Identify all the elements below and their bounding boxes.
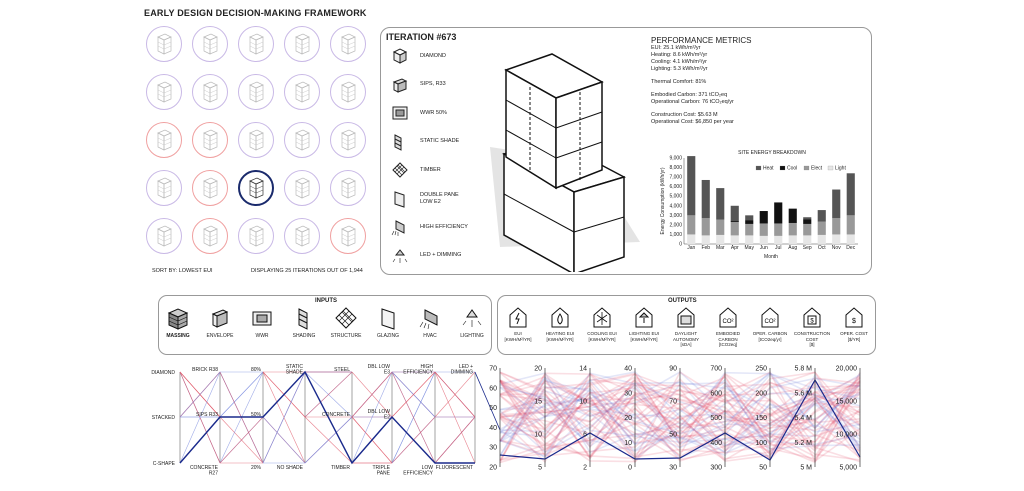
y-tick-label: 6,000 [669,184,682,191]
input-wwr[interactable] [242,305,282,339]
bar-light [716,235,724,244]
output-axis-tick: 20 [489,464,497,472]
output-item[interactable] [498,305,538,342]
output-axis-tick: 20,000 [835,365,857,373]
iteration-thumbnail[interactable] [284,122,320,158]
x-tick-label: Aug [788,245,798,251]
x-axis-label: Month [764,254,778,260]
output-axis-tick: 5.8 M [794,365,812,373]
output-axis-tick: 250 [755,365,767,373]
output-axis-tick: 500 [710,415,722,422]
iteration-thumbnail[interactable] [146,26,182,62]
pc-line [435,417,475,463]
y-tick-label: 0 [679,241,682,248]
x-tick-label: Jun [759,245,768,251]
output-unit: [KWH/M²/YR] [546,336,574,342]
site-energy-chart [650,146,865,266]
bar-elect [702,218,710,235]
window-icon [390,103,410,123]
input-structure[interactable] [326,305,366,339]
hvac-icon [417,305,443,331]
shading-icon [291,305,317,331]
output-axis-tick: 14 [579,365,587,373]
x-tick-label: Jan [687,245,696,251]
eui-icon [507,305,529,329]
iteration-thumbnail[interactable] [330,74,366,110]
input-axis-label: HIGH EFFICIENCY [403,364,433,376]
lighting-eui-icon [633,305,655,329]
lighting-icon [390,246,410,266]
svg-text:$: $ [852,318,856,325]
iteration-thumbnail[interactable] [192,74,228,110]
perf-operational-cost: Operational Cost: $6,850 per year [651,119,734,125]
iteration-thumbnail[interactable] [284,218,320,254]
iteration-thumbnail[interactable] [330,218,366,254]
bar-light [818,235,826,244]
iteration-thumbnail[interactable] [192,26,228,62]
bar-elect [774,223,782,235]
output-axis-tick: 30 [669,464,677,472]
bar-light [702,235,710,244]
bar-light [687,234,695,244]
input-axis-label: NO SHADE [276,465,303,471]
perf-comfort: Thermal Comfort: 81% [651,79,707,85]
input-axis-label: SIPS R33 [196,412,218,418]
output-unit: [tCO2eq/yr] [758,336,782,342]
iteration-thumbnail[interactable] [238,170,274,206]
output-axis-tick: 30 [624,390,632,398]
output-item[interactable] [624,305,664,342]
shade-icon [390,132,410,152]
input-label: GLAZING [377,333,399,339]
input-axis-label: 20% [250,465,261,471]
embodied-carbon-icon [717,305,739,329]
x-tick-label: Nov [831,245,841,251]
iteration-thumbnail[interactable] [330,170,366,206]
property-label: TIMBER [420,166,441,173]
bar-heat [818,210,826,221]
input-envelope[interactable] [200,305,240,339]
output-axis-tick: 30 [489,444,497,452]
output-unit: [KWH/M²/YR] [630,336,658,342]
output-unit: [KWH/M²/YR] [588,336,616,342]
sort-label[interactable]: SORT BY: LOWEST EUI [152,268,213,274]
y-tick-label: 8,000 [669,165,682,172]
x-tick-label: May [744,245,754,251]
row-label: C-SHAPE [152,461,175,467]
input-label: STRUCTURE [330,333,362,339]
legend-label: Cool [787,165,798,172]
x-tick-label: Mar [715,245,725,251]
bar-cool [745,220,753,224]
construction-cost-icon [801,305,823,329]
input-shading[interactable] [284,305,324,339]
bar-light [760,236,768,244]
property-label: SIPS, R33 [420,81,446,87]
property-label: STATIC SHADE [420,138,460,144]
bar-elect [716,220,724,235]
property-label: WWR 50% [420,109,447,116]
output-unit: [tCO2eq] [718,342,737,347]
output-label: EUI [514,331,522,336]
bar-heat [731,206,739,221]
massing-icon [165,305,191,331]
oper-carbon-icon [759,305,781,329]
bar-elect [847,215,855,234]
input-label: SHADING [292,333,316,339]
y-tick-label: 5,000 [669,193,682,200]
input-axis-label: TIMBER [331,465,350,471]
x-tick-label: Apr [730,245,739,251]
output-axis-tick: 15 [534,398,542,406]
input-label: LIGHTING [460,333,484,339]
output-item[interactable] [666,305,706,348]
output-axis-tick: 70 [489,365,497,373]
property-label: DOUBLE PANE LOW E2 [420,191,459,205]
input-axis-label: DBL LOW E3 [367,364,390,376]
iteration-thumbnail[interactable] [192,122,228,158]
input-axis-label: LOW EFFICIENCY [403,465,433,477]
bar-light [832,234,840,244]
svg-text:CO²: CO² [764,319,776,325]
input-axis-label: BRICK R38 [192,367,218,373]
output-axis-tick: 10 [534,431,542,439]
hvac-icon [390,217,410,237]
performance-metrics [651,36,751,126]
input-lighting[interactable] [452,305,492,339]
pc-line [435,372,475,463]
output-label: LIGHTING EUI [628,331,659,336]
output-axis-tick: 20 [624,415,632,422]
output-axis-tick: 50 [759,464,767,472]
cooling-icon [591,305,613,329]
iteration-thumbnail[interactable] [192,170,228,206]
property-label: HIGH EFFICIENCY [420,223,468,230]
output-label: EMBODIED CARBON [715,331,740,342]
x-tick-label: Dec [846,245,856,251]
output-axis-tick: 700 [710,365,722,373]
output-axis-tick: 600 [710,390,722,398]
bar-elect [803,224,811,235]
output-axis-tick: 40 [489,424,497,432]
perf-embodied: Embodied Carbon: 371 tCO₂eq [651,92,728,98]
property-label: LED + DIMMING [420,252,462,258]
bar-light [803,235,811,244]
bar-cool [789,209,797,223]
perf-heading: PERFORMANCE METRICS [651,36,752,45]
output-label: DAYLIGHT AUTONOMY [673,331,699,342]
legend-swatch [828,166,833,170]
bar-elect [731,222,739,235]
y-tick-label: 1,000 [669,231,682,238]
input-axis-label: STEEL [334,367,350,373]
output-axis-tick: 100 [755,439,767,447]
iteration-thumbnail[interactable] [146,170,182,206]
output-axis-tick: 70 [669,398,677,406]
output-axis-tick: 10,000 [835,431,857,439]
input-axis-label: DBL LOW E2 [367,409,390,421]
bar-elect [745,224,753,235]
legend-label: Heat [763,165,774,172]
output-item[interactable] [750,305,790,342]
oper-cost-icon [843,305,865,329]
inputs-heading: INPUTS [315,298,338,304]
svg-text:CO²: CO² [722,319,734,325]
wwr-icon [249,305,275,331]
bar-elect [818,222,826,235]
output-axis-tick: 10 [579,398,587,406]
perf-lighting: Lighting: 5.3 kWh/m²/yr [651,66,708,72]
legend-swatch [804,166,809,170]
output-axis-tick: 50 [669,431,677,439]
bar-heat [702,180,710,218]
pc-line [220,372,263,417]
x-tick-label: Sep [802,245,812,251]
bar-light [745,235,753,244]
iteration-thumbnail[interactable] [330,122,366,158]
sips-panel-icon [390,75,410,95]
output-axis-tick: 5.6 M [794,390,812,398]
massing-model-drawing [440,42,650,272]
output-axis-tick: 5.2 M [794,439,812,447]
input-label: WWR [255,333,269,339]
iteration-thumbnail[interactable] [238,74,274,110]
parallel-coordinates-plot[interactable] [140,360,870,488]
output-axis-tick: 40 [624,365,632,373]
iteration-thumbnail[interactable] [330,26,366,62]
input-label: HVAC [423,333,437,339]
output-axis-tick: 6 [583,431,587,439]
row-label: STACKED [151,415,175,421]
output-label: CONSTRUCTION COST [793,331,831,342]
input-massing[interactable] [158,305,198,339]
bar-elect [832,218,840,234]
input-axis-label: CONCRETE R27 [189,465,218,477]
legend-label: Light [835,165,846,172]
input-axis-label: FLUORESCENT [435,465,473,471]
bar-light [789,235,797,244]
glazing-icon [390,189,410,209]
daylight-icon [675,305,697,329]
input-glazing[interactable] [368,305,408,339]
perf-cooling: Cooling: 4.1 kWh/m²/yr [651,59,707,65]
output-axis-tick: 300 [710,464,722,472]
input-axis-label: CONCRETE [321,412,350,418]
output-axis-tick: 50 [489,405,497,413]
y-tick-label: 9,000 [669,155,682,162]
output-label: OPER. COST [840,331,868,336]
output-axis-tick: 200 [755,390,767,398]
bar-cool [803,219,811,224]
input-axis-label: 50% [250,412,261,418]
bar-heat [716,188,724,220]
input-hvac[interactable] [410,305,450,339]
page-title: EARLY DESIGN DECISION-MAKING FRAMEWORK [144,8,367,18]
heating-icon [549,305,571,329]
input-axis-label: 80% [250,367,261,373]
bar-cool [774,202,782,223]
bar-elect [760,223,768,235]
bar-heat [803,217,811,219]
input-axis-label: STATIC SHADE [285,364,303,376]
y-axis-label: Energy Consumption (kWh/yr) [660,167,666,235]
bar-heat [745,215,753,220]
output-item[interactable] [792,305,832,348]
output-unit: [$/YR] [847,336,861,342]
bar-cool [760,211,768,223]
output-item[interactable] [708,305,748,348]
lighting-icon [459,305,485,331]
timber-structure-icon [390,160,410,180]
svg-text:$: $ [810,318,814,325]
iteration-thumbnail[interactable] [238,218,274,254]
output-axis-tick: 400 [710,439,722,447]
legend-label: Elect [811,165,823,172]
output-axis-tick: 20 [534,365,542,373]
legend-swatch [756,166,761,170]
iteration-thumbnail[interactable] [192,218,228,254]
output-item[interactable] [540,305,580,342]
bar-cool [731,221,739,222]
y-tick-label: 2,000 [669,222,682,229]
x-tick-label: Oct [817,245,826,251]
perf-operational: Operational Carbon: 76 tCO₂eq/yr [651,99,734,105]
output-axis-tick: 15,000 [835,398,857,406]
displaying-count: DISPLAYING 25 ITERATIONS OUT OF 1,944 [251,268,363,274]
perf-eui: EUI: 25.1 kWh/m²/yr [651,45,701,51]
bar-heat [847,173,855,215]
iteration-thumbnail[interactable] [238,122,274,158]
output-label: HEATING EUI [545,331,575,336]
bar-light [731,235,739,244]
bar-light [774,236,782,244]
y-tick-label: 3,000 [669,212,682,219]
output-axis-tick: 5 [538,464,542,472]
diamond-massing-icon [390,46,410,66]
iteration-thumbnail[interactable] [238,26,274,62]
output-unit: [sDA] [680,342,692,347]
bar-heat [832,190,840,219]
output-axis-tick: 5 M [800,464,812,472]
y-tick-label: 4,000 [669,203,682,210]
legend-swatch [780,166,785,170]
output-axis-tick: 5.4 M [794,415,812,422]
y-tick-label: 7,000 [669,174,682,181]
output-axis-tick: 60 [489,385,497,393]
glazing-icon [375,305,401,331]
iteration-title: ITERATION #673 [386,32,457,42]
outputs-heading: OUTPUTS [668,298,697,304]
output-axis-tick: 0 [628,464,632,472]
perf-heating: Heating: 8.6 kWh/m²/yr [651,52,708,58]
output-unit: [$] [809,342,815,347]
output-axis-tick: 5,000 [839,464,857,472]
input-label: MASSING [166,333,190,339]
x-tick-label: Feb [701,245,711,251]
envelope-icon [207,305,233,331]
bar-light [847,234,855,244]
output-unit: [KWH/M²/YR] [504,336,532,342]
pc-line [263,417,305,463]
output-item[interactable] [582,305,622,342]
property-label: DIAMOND [420,52,446,59]
iteration-thumbnail[interactable] [284,26,320,62]
output-axis-tick: 10 [624,439,632,447]
output-axis-tick: 2 [583,464,587,472]
input-axis-label: LED + DIMMING [450,364,473,376]
chart-title: SITE ENERGY BREAKDOWN [738,150,806,156]
bar-elect [789,223,797,235]
pc-line [475,372,500,430]
iteration-grid [146,26,376,264]
output-label: COOLING EUI [587,331,617,336]
iteration-thumbnail[interactable] [284,170,320,206]
row-label: DIAMOND [151,370,175,376]
output-label: OPER. CARBON [752,331,788,336]
x-tick-label: Jul [775,245,782,251]
output-item[interactable] [834,305,874,342]
bar-heat [687,156,695,215]
iteration-thumbnail[interactable] [146,122,182,158]
output-axis-tick: 90 [669,365,677,373]
structure-icon [333,305,359,331]
iteration-thumbnail[interactable] [146,218,182,254]
input-axis-label: TRIPLE PANE [372,465,390,477]
output-axis-tick: 150 [755,415,767,422]
iteration-thumbnail[interactable] [284,74,320,110]
iteration-thumbnail[interactable] [146,74,182,110]
perf-construction-cost: Construction Cost: $5.63 M [651,112,718,118]
input-label: ENVELOPE [206,333,234,339]
bar-elect [687,215,695,234]
